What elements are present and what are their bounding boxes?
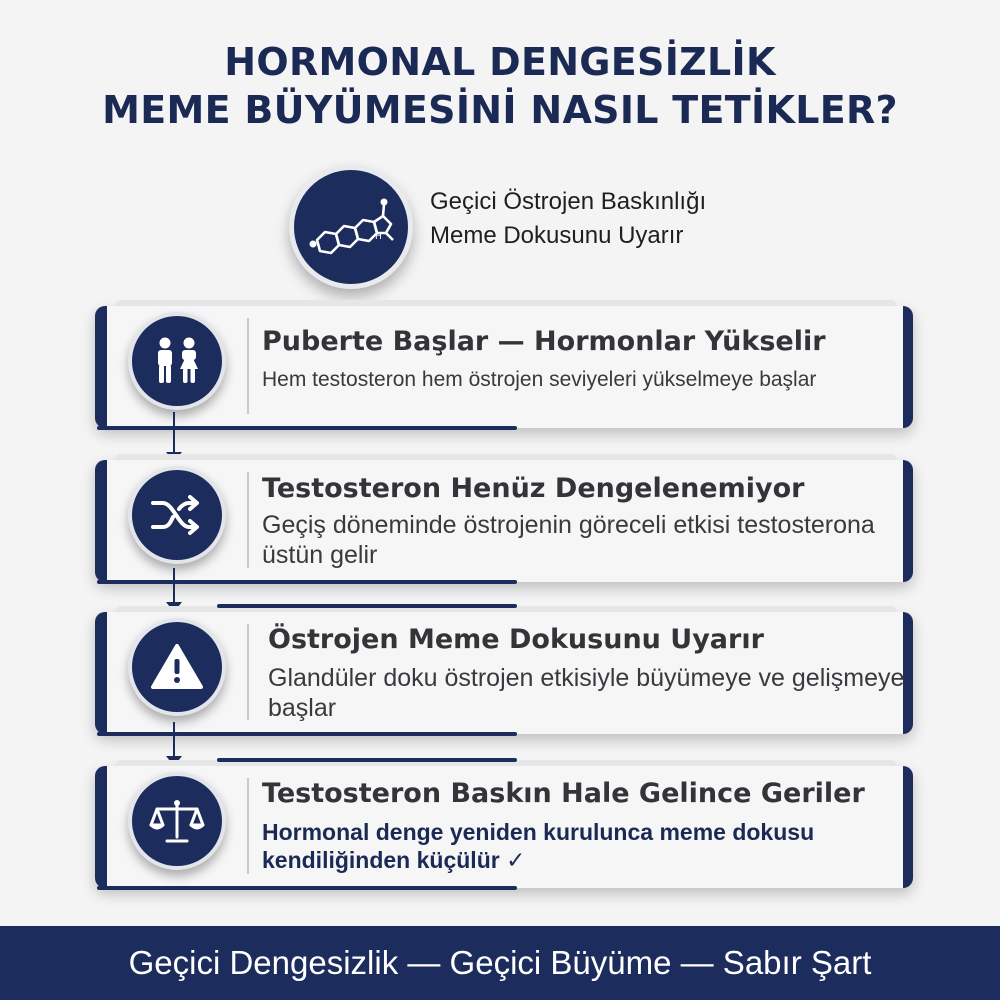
step-2-title: Testosteron Henüz Dengelenemiyor (262, 473, 805, 504)
step-3-title: Östrojen Meme Dokusunu Uyarır (268, 624, 764, 655)
title-line-2: MEME BÜYÜMESİNİ NASIL TETİKLER? (102, 88, 898, 132)
step-1-desc: Hem testosteron hem östrojen seviyeleri yükselmeye başlar (262, 368, 817, 391)
steroid-molecule-icon (289, 165, 413, 289)
svg-text:H: H (375, 232, 382, 242)
footer-text: Geçici Dengesizlik — Geçici Büyüme — Sabır Şart (128, 944, 872, 981)
page-title (0, 38, 1000, 134)
title-line-1: HORMONAL DENGESİZLİK (224, 40, 776, 84)
intro-line-2: Meme Dokusunu Uyarır (430, 222, 684, 249)
step-3-desc: Glandüler doku östrojen etkisiyle büyümeye ve gelişmeye başlar (268, 664, 905, 722)
shuffle-icon (128, 466, 226, 564)
boy-girl-icon (128, 312, 226, 410)
step-2-desc: Geçiş döneminde östrojenin göreceli etkisi testosterona üstün gelir (262, 511, 875, 569)
step-1-title: Puberte Başlar — Hormonlar Yükselir (262, 326, 826, 357)
scales-icon (128, 772, 226, 870)
step-4-title: Testosteron Baskın Hale Gelince Geriler (262, 778, 865, 809)
warning-icon (128, 618, 226, 716)
intro-line-1: Geçici Östrojen Baskınlığı (430, 188, 707, 215)
step-4-desc: Hormonal denge yeniden kurulunca meme dokusu kendiliğinden küçülür ✓ (262, 819, 815, 873)
intro-text (430, 185, 830, 253)
footer-banner (0, 926, 1000, 1000)
